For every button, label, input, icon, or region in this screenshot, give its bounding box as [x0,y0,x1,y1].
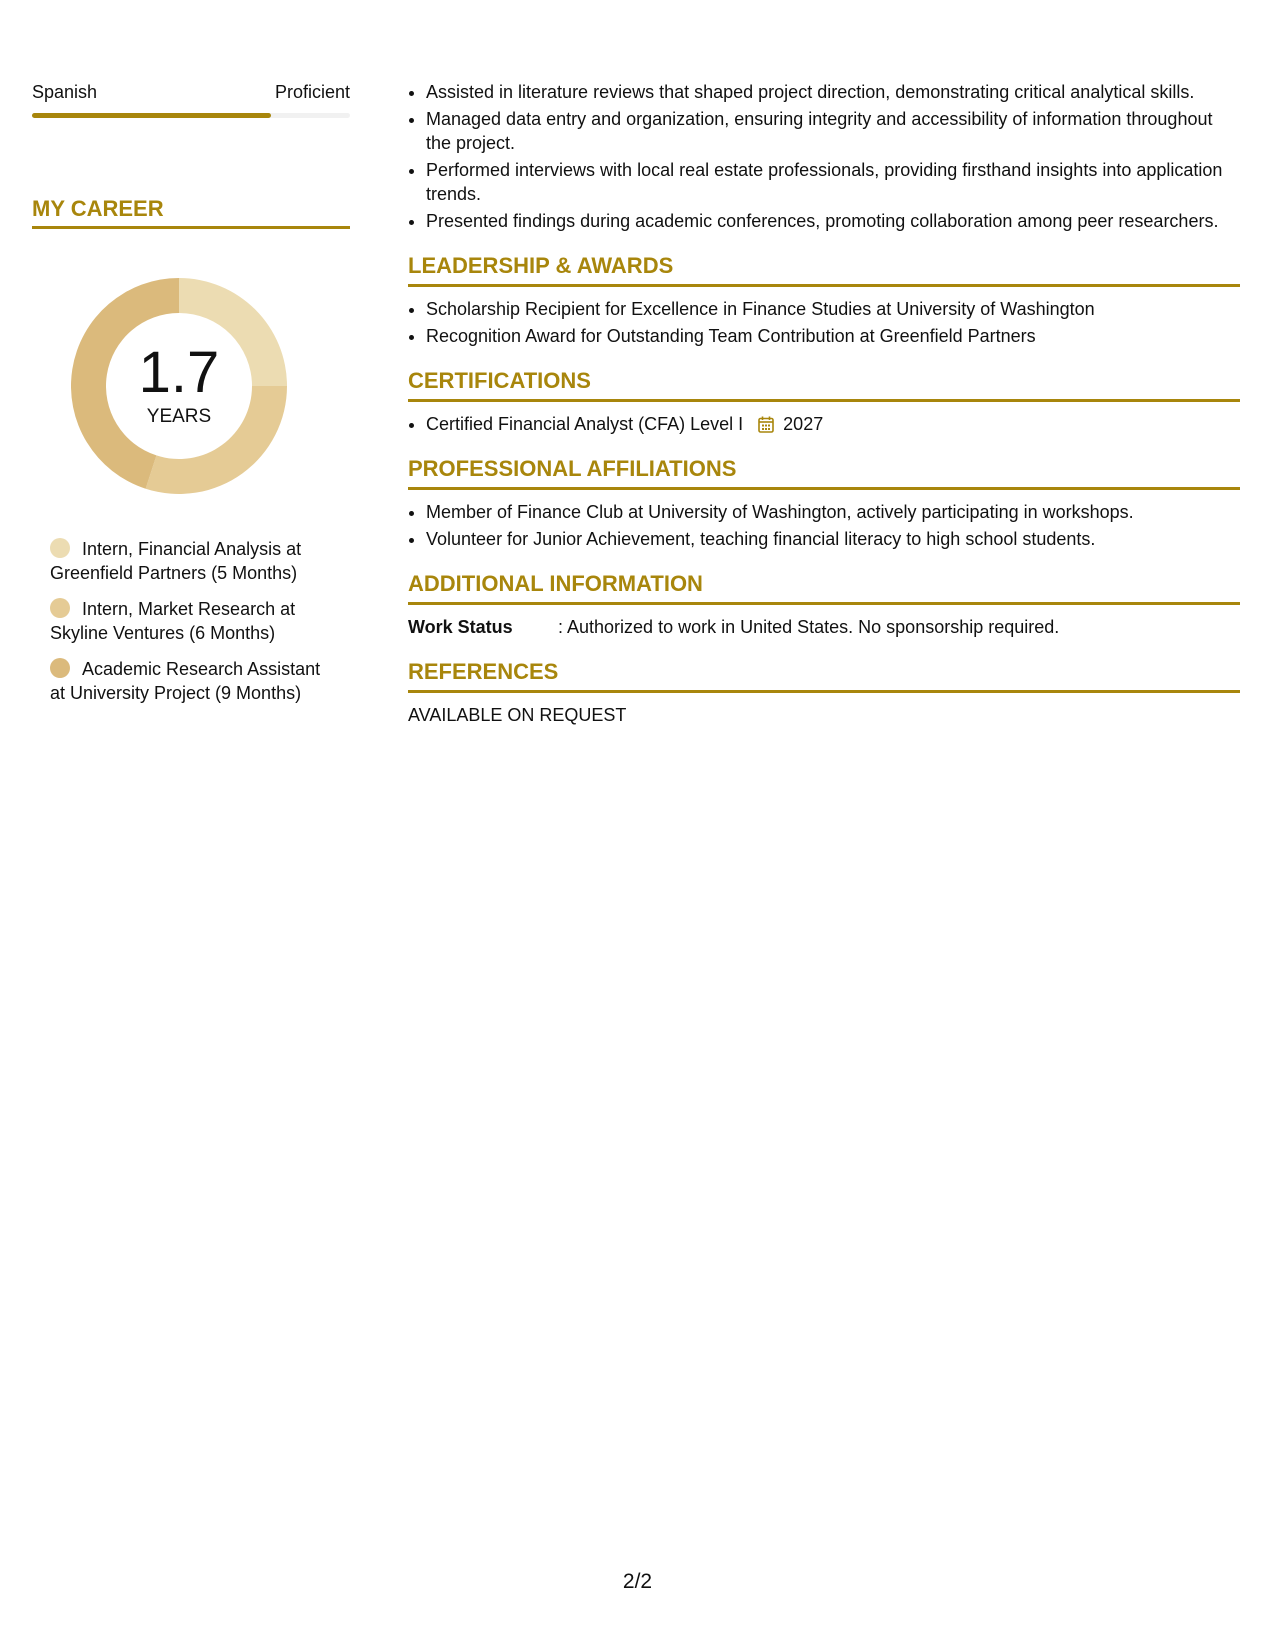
work-status-value: : Authorized to work in United States. No sponsorship required. [558,617,1060,637]
list-item: • Volunteer for Junior Achievement, teaching financial literacy to high school students. [426,527,1240,551]
language-name: Spanish [32,82,98,102]
certifications-list [408,412,1240,436]
list-item: • Performed interviews with local real estate professionals, providing firsthand insights into application trends. [426,158,1240,206]
donut-center [64,271,294,501]
career-legend-label: Intern, Market Research at Skyline Ventures (6 Months) [50,599,296,643]
list-item: • Assisted in literature reviews that shaped project direction, demonstrating critical analytical skills. [426,80,1240,104]
career-legend-item [50,657,340,705]
language-proficiency-bar [32,113,350,118]
work-status-row [408,615,1240,639]
references-text: AVAILABLE ON REQUEST [408,705,627,725]
page-number: 2/2 [622,1570,653,1593]
career-total-unit: YEARS [146,406,212,427]
experience-bullets [408,80,1240,233]
language-proficiency-fill [32,113,271,118]
career-legend-label: Academic Research Assistant at University Project (9 Months) [50,659,321,703]
list-item: • Member of Finance Club at University of Washington, actively participating in workshops. [426,500,1240,524]
work-status-label: Work Status [408,617,513,637]
list-item: • Scholarship Recipient for Excellence in Finance Studies at University of Washington [426,297,1240,321]
legend-dot-icon [50,598,70,618]
certification-name: Certified Financial Analyst (CFA) Level I [426,414,744,434]
language-level: Proficient [274,82,350,102]
affiliations-heading: PROFESSIONAL AFFILIATIONS [408,454,1240,490]
references-heading: REFERENCES [408,657,1240,693]
career-legend-label: Intern, Financial Analysis at Greenfield Partners (5 Months) [50,539,302,583]
certification-year: 2027 [783,414,824,434]
affiliations-list [408,500,1240,551]
list-item: • Presented findings during academic conferences, promoting collaboration among peer researchers. [426,209,1240,233]
leadership-heading: LEADERSHIP & AWARDS [408,251,1240,287]
career-legend [50,537,340,705]
right-column [408,80,1240,727]
list-item: • Managed data entry and organization, ensuring integrity and accessibility of information throughout the project. [426,107,1240,155]
legend-dot-icon [50,538,70,558]
legend-dot-icon [50,658,70,678]
career-total-value: 1.7 [138,340,220,405]
career-heading: MY CAREER [32,194,350,229]
calendar-icon [758,416,774,433]
list-item [426,412,1240,436]
language-row [32,80,350,104]
career-legend-item [50,537,340,585]
leadership-list [408,297,1240,348]
left-column [32,80,350,717]
list-item: • Recognition Award for Outstanding Team Contribution at Greenfield Partners [426,324,1240,348]
additional-info-heading: ADDITIONAL INFORMATION [408,569,1240,605]
career-legend-item [50,597,340,645]
career-donut-chart [64,271,294,501]
certifications-heading: CERTIFICATIONS [408,366,1240,402]
